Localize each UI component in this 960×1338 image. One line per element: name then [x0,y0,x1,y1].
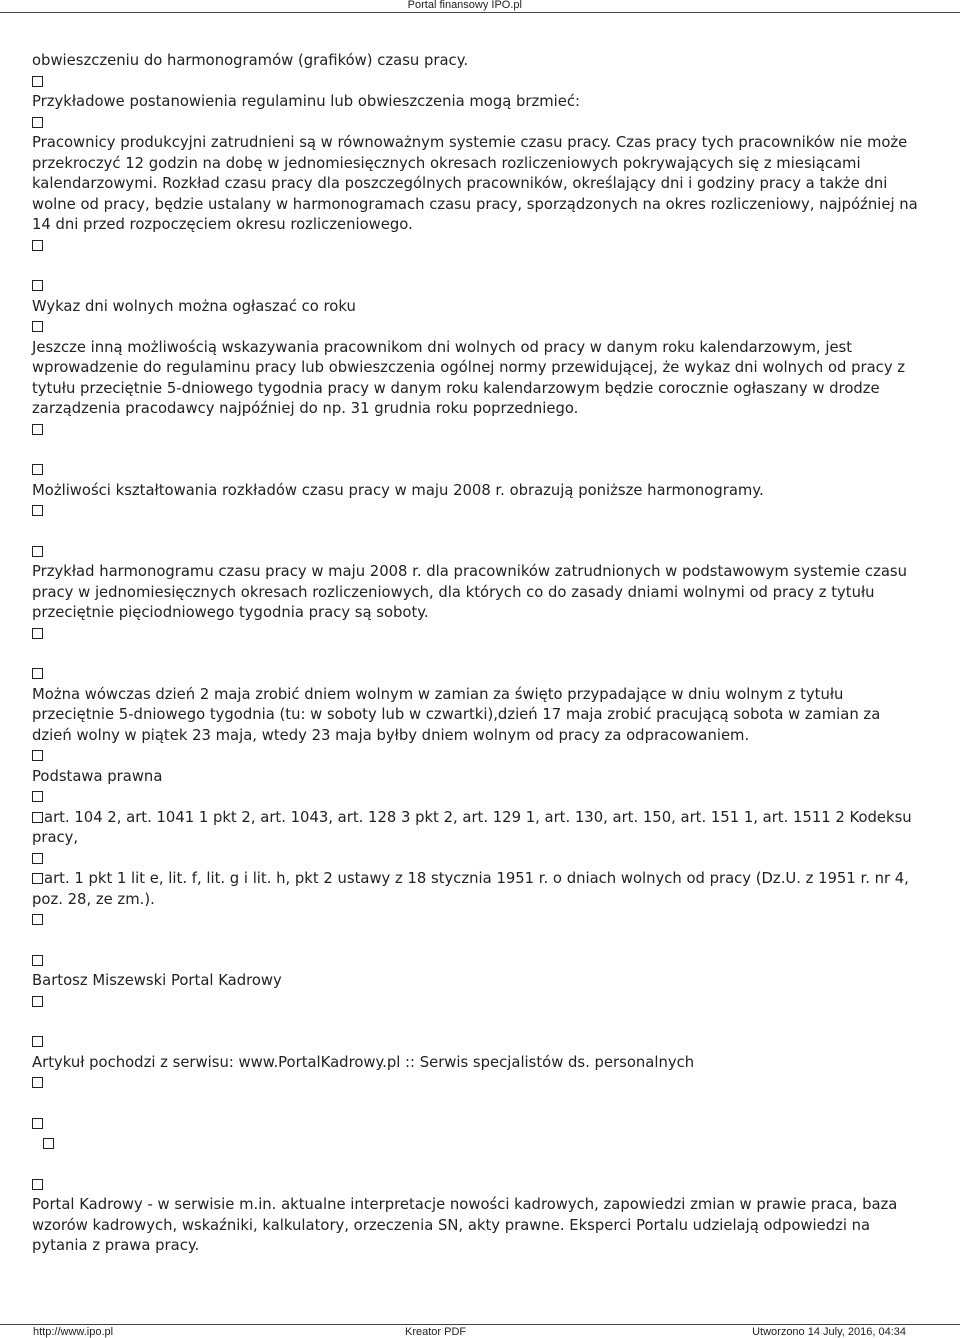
header-divider [0,12,960,13]
checkbox-glyph-icon [32,812,43,823]
paragraph: Możliwości kształtowania rozkładów czasu pracy w maju 2008 r. obrazują poniższe harmonogramy. [32,481,764,499]
author-line: Bartosz Miszewski Portal Kadrowy [32,972,282,989]
section-heading: Podstawa prawna [32,767,163,785]
checkbox-glyph-icon [32,546,43,557]
checkbox-glyph-icon [32,280,43,291]
checkbox-glyph-icon [32,996,43,1007]
source-line: Artykuł pochodzi z serwisu: www.PortalKadrowy.pl :: Serwis specjalistów ds. personalnych [32,1053,695,1071]
paragraph: Przykład harmonogramu czasu pracy w maju 2008 r. dla pracowników zatrudnionych w podstawowym systemie czasu pracy w jednomiesięcznych okresach rozliczeniowych, dla których co do zasady dniami wolnymi od pracy z tytułu przeciętnie pięciodniowego tygodnia pracy są soboty. [32,563,907,621]
page-footer [0,1324,960,1338]
checkbox-glyph-icon [32,505,43,516]
checkbox-glyph-icon [32,76,43,87]
document-body [32,51,922,1257]
checkbox-glyph-icon [32,464,43,475]
checkbox-glyph-icon [32,914,43,925]
checkbox-glyph-icon [32,791,43,802]
legal-basis-item: art. 104 2, art. 1041 1 pkt 2, art. 1043, art. 128 3 pkt 2, art. 129 1, art. 130, art. 150, art. 151 1, art. 1511 2 Kodeksu pracy, [32,808,912,846]
checkbox-glyph-icon [32,668,43,679]
paragraph: Przykładowe postanowienia regulaminu lub obwieszczenia mogą brzmieć: [32,93,581,110]
checkbox-glyph-icon [32,955,43,966]
checkbox-glyph-icon [32,1036,43,1047]
checkbox-glyph-icon [32,1118,43,1129]
footer-url: http://www.ipo.pl [33,1326,114,1338]
footer-divider [0,1324,960,1325]
legal-basis-item: art. 1 pkt 1 lit e, lit. f, lit. g i lit. h, pkt 2 ustawy z 18 stycznia 1951 r. o dniach wolnych od pracy (Dz.U. z 1951 r. nr 4, poz. 28, ze zm.). [32,870,909,908]
footer-timestamp: Utworzono 14 July, 2016, 04:34 [752,1326,906,1338]
section-heading: Wykaz dni wolnych można ogłaszać co roku [32,297,356,315]
page-header [0,0,960,12]
checkbox-glyph-icon [43,1138,54,1149]
checkbox-glyph-icon [32,750,43,761]
checkbox-glyph-icon [32,873,43,884]
header-title: Portal finansowy IPO.pl [407,0,522,11]
checkbox-glyph-icon [32,117,43,128]
checkbox-glyph-icon [32,1077,43,1088]
checkbox-glyph-icon [32,321,43,332]
paragraph: Jeszcze inną możliwością wskazywania pracownikom dni wolnych od pracy w danym roku kalendarzowym, jest wprowadzenie do regulaminu pracy lub obwieszczenia ogólnej normy przewidującej, że wykaz dni wolnych od pracy z tytułu przeciętnie 5-dniowego tygodnia pracy w danym roku kalendarzowym będzie corocznie ogłaszany w drodze zarządzenia pracodawcy najpóźniej do np. 31 grudnia roku poprzedniego. [32,338,906,417]
checkbox-glyph-icon [32,1179,43,1190]
paragraph: Pracownicy produkcyjni zatrudnieni są w równoważnym systemie czasu pracy. Czas pracy tych pracowników nie może przekroczyć 12 godzin na dobę w jednomiesięcznych okresach rozliczeniowych pokrywających się z miesiącami kalendarzowymi. Rozkład czasu pracy dla poszczególnych pracowników, określający dni i godziny pracy a także dni wolne od pracy, będzie ustalany w harmonogramach czasu pracy, sporządzonych na okres rozliczeniowy, najpóźniej na 14 dni przed rozpoczęciem okresu rozliczeniowego. [32,134,918,233]
checkbox-glyph-icon [32,240,43,251]
paragraph: Można wówczas dzień 2 maja zrobić dniem wolnym w zamian za święto przypadające w dniu wolnym z tytułu przeciętnie 5-dniowego tygodnia (tu: w soboty lub w czwartki),dzień 17 maja zrobić pracującą sobota w zamian za dzień wolny w piątek 23 maja, wtedy 23 maja byłby dniem wolnym od pracy za odpracowaniem. [32,685,881,744]
checkbox-glyph-icon [32,853,43,864]
paragraph: obwieszczeniu do harmonogramów (grafików) czasu pracy. [32,52,469,69]
checkbox-glyph-icon [32,424,43,435]
footer-generator: Kreator PDF [405,1326,467,1338]
checkbox-glyph-icon [32,628,43,639]
paragraph: Portal Kadrowy - w serwisie m.in. aktualne interpretacje nowości kadrowych, zapowiedzi zmian w prawie praca, baza wzorów kadrowych, wskaźniki, kalkulatory, orzeczenia SN, akty prawne. Eksperci Portalu udzielają odpowiedzi na pytania z prawa pracy. [32,1196,898,1254]
